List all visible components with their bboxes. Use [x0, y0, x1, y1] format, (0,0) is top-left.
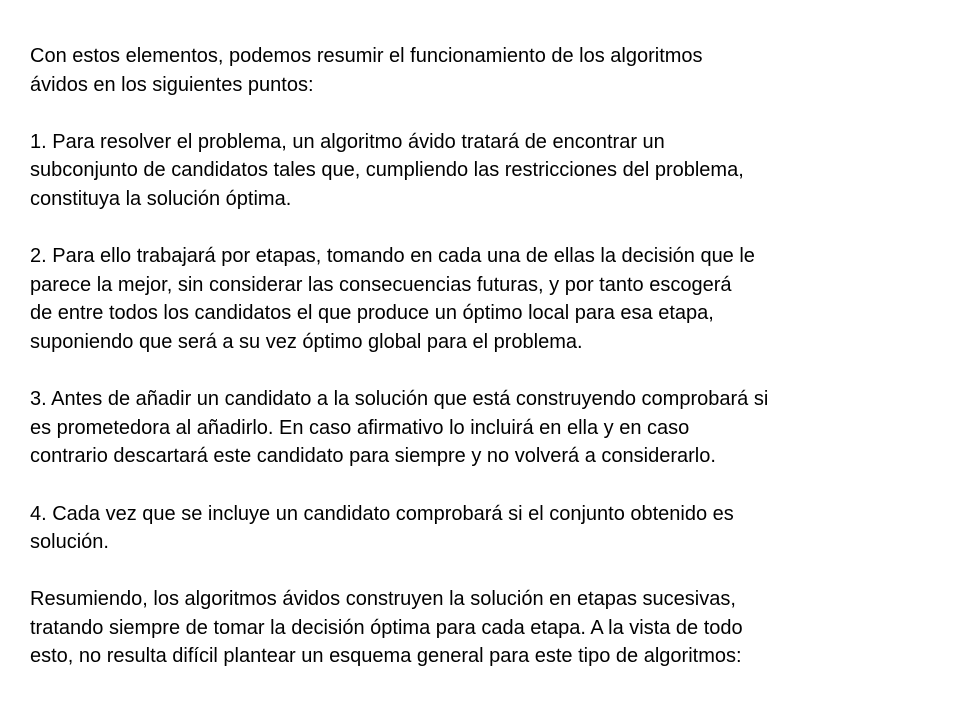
body-text [30, 42, 910, 671]
text-line: 2. Para ello trabajará por etapas, tomando en cada una de ellas la decisión que le [30, 245, 755, 268]
text-line: Resumiendo, los algoritmos ávidos construyen la solución en etapas sucesivas, [30, 588, 736, 611]
point-4-paragraph [30, 500, 910, 557]
text-line: esto, no resulta difícil plantear un esquema general para este tipo de algoritmos: [30, 645, 742, 668]
text-line: parece la mejor, sin considerar las consecuencias futuras, y por tanto escogerá [30, 273, 732, 296]
text-line: ávidos en los siguientes puntos: [30, 73, 314, 96]
text-line: Con estos elementos, podemos resumir el funcionamiento de los algoritmos [30, 45, 703, 67]
point-3-paragraph [30, 385, 910, 471]
summary-paragraph [30, 585, 910, 671]
point-1-paragraph [30, 128, 910, 214]
text-line: 1. Para resolver el problema, un algoritmo ávido tratará de encontrar un [30, 130, 665, 153]
text-line: contrario descartará este candidato para siempre y no volverá a considerarlo. [30, 445, 716, 468]
text-line: 3. Antes de añadir un candidato a la solución que está construyendo comprobará si [30, 388, 769, 411]
text-line: suponiendo que será a su vez óptimo global para el problema. [30, 330, 583, 353]
intro-paragraph [30, 42, 910, 99]
text-line: 4. Cada vez que se incluye un candidato comprobará si el conjunto obtenido es [30, 502, 734, 525]
text-line: de entre todos los candidatos el que produce un óptimo local para esa etapa, [30, 302, 714, 325]
text-line: solución. [30, 531, 109, 554]
text-line: tratando siempre de tomar la decisión óptima para cada etapa. A la vista de todo [30, 616, 743, 639]
text-line: subconjunto de candidatos tales que, cumpliendo las restricciones del problema, [30, 159, 744, 182]
text-line: constituya la solución óptima. [30, 187, 292, 210]
text-line: es prometedora al añadirlo. En caso afirmativo lo incluirá en ella y en caso [30, 416, 690, 439]
point-2-paragraph [30, 242, 910, 356]
